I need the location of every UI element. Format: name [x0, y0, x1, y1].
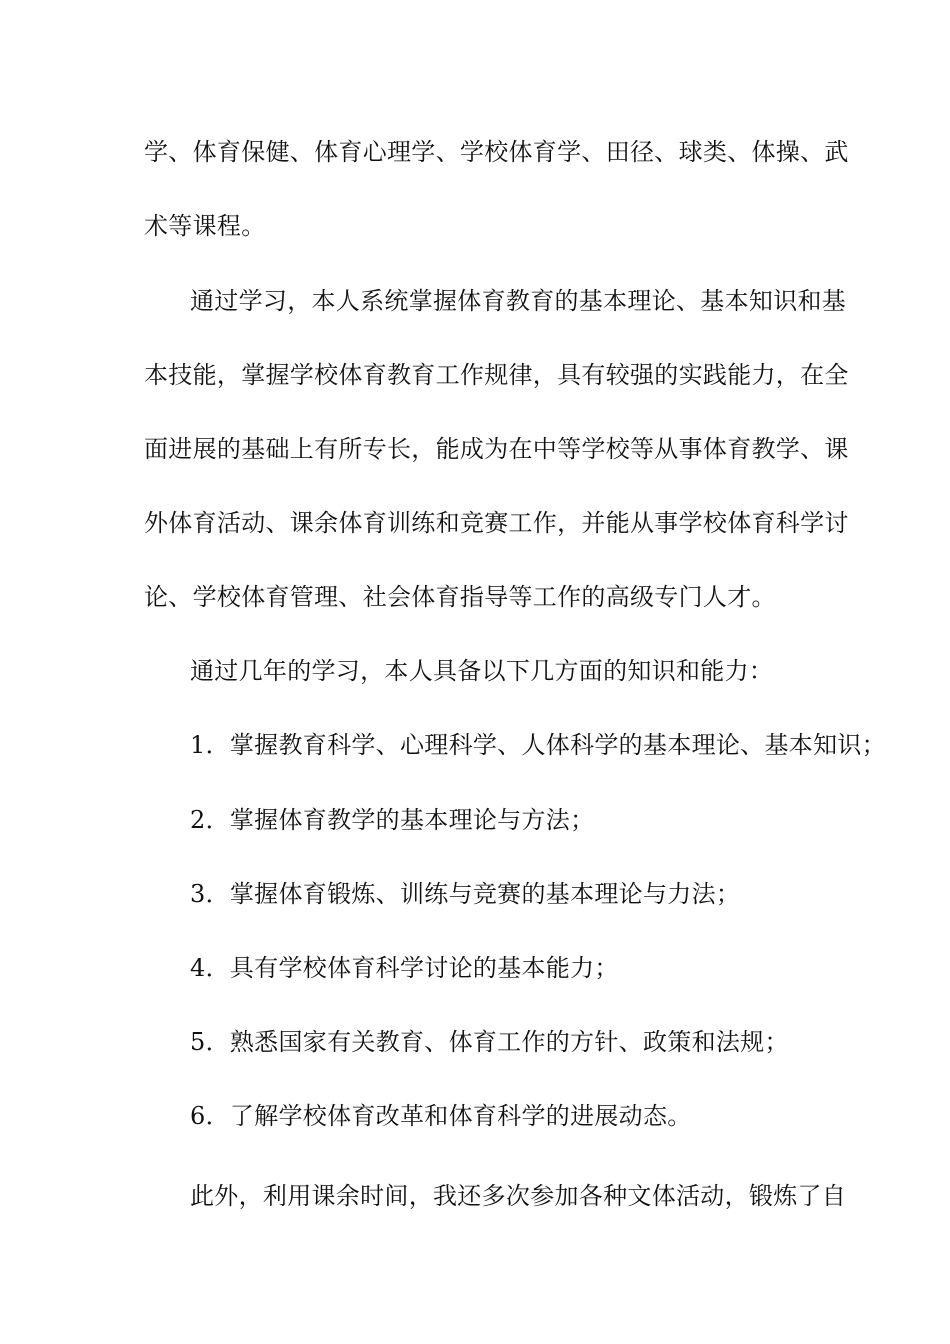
list-item: 1．掌握教育科学、心理科学、人体科学的基本理论、基本知识；	[190, 731, 886, 759]
text-line: 论、学校体育管理、社会体育指导等工作的高级专门人才。	[144, 583, 776, 611]
list-item: 5．熟悉国家有关教育、体育工作的方针、政策和法规；	[190, 1028, 789, 1056]
paragraph-start-line: 通过学习，本人系统掌握体育教育的基本理论、基本知识和基	[190, 287, 847, 315]
text-line: 本技能，掌握学校体育教育工作规律，具有较强的实践能力，在全	[144, 361, 849, 389]
list-item: 3．掌握体育锻炼、训练与竞赛的基本理论与力法；	[190, 880, 741, 908]
paragraph-start-line: 通过几年的学习，本人具备以下几方面的知识和能力：	[190, 657, 774, 685]
list-item: 2．掌握体育教学的基本理论与方法；	[190, 806, 595, 834]
text-line: 外体育活动、课余体育训练和竞赛工作，并能从事学校体育科学讨	[144, 509, 849, 537]
paragraph-start-line: 此外，利用课余时间，我还多次参加各种文体活动，锻炼了自	[190, 1182, 847, 1210]
text-line: 面进展的基础上有所专长，能成为在中等学校等从事体育教学、课	[144, 435, 849, 463]
list-item: 4．具有学校体育科学讨论的基本能力；	[190, 954, 619, 982]
list-item: 6．了解学校体育改革和体育科学的进展动态。	[190, 1102, 692, 1130]
text-line: 学、体育保健、体育心理学、学校体育学、田径、球类、体操、武	[144, 138, 849, 166]
text-line: 术等课程。	[144, 212, 266, 240]
